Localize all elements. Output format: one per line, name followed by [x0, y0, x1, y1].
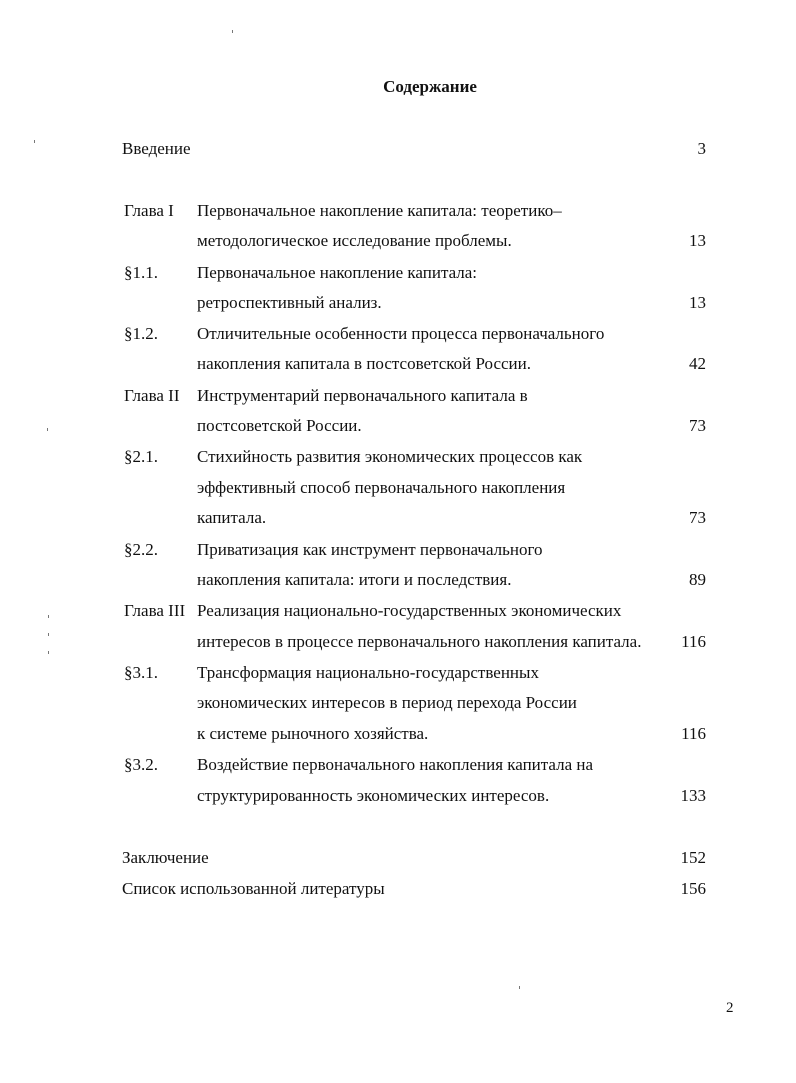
toc-entry-text: экономических интересов в период перехода России: [197, 693, 577, 712]
toc-entry-text: интересов в процессе первоначального накопления капитала.: [197, 632, 642, 651]
toc-entry-text: накопления капитала в постсоветской России.: [197, 354, 531, 373]
toc-entry-text: Приватизация как инструмент первоначального: [197, 540, 543, 559]
toc-entry-label: §1.2.: [124, 324, 158, 343]
toc-entry-page: 42: [689, 354, 706, 373]
toc-entry-page: 3: [697, 139, 706, 158]
toc-entry-text: Реализация национально-государственных экономических: [197, 601, 622, 620]
toc-entry-text: методологическое исследование проблемы.: [197, 231, 512, 250]
scan-speck: [519, 986, 520, 989]
toc-entry-page: 156: [680, 879, 706, 898]
page-number: 2: [726, 1000, 734, 1016]
toc-entry-page: 73: [689, 508, 706, 527]
toc-entry-label: Глава III: [124, 601, 186, 620]
toc-entry-text: Отличительные особенности процесса первоначального: [197, 324, 605, 343]
toc-entry-text: Введение: [122, 139, 191, 158]
toc-entry-page: 13: [689, 231, 706, 250]
toc-entry-label: §3.1.: [124, 663, 158, 682]
toc-entry-text: Первоначальное накопление капитала:: [197, 263, 478, 282]
toc-entry-text: структурированность экономических интересов.: [197, 786, 550, 805]
toc-entry-text: ретроспективный анализ.: [197, 293, 382, 312]
toc-entry-label: §1.1.: [124, 263, 158, 282]
toc-entry-label: §3.2.: [124, 755, 158, 774]
scan-speck: [48, 651, 49, 654]
scan-speck: [47, 428, 48, 431]
page-title: Содержание: [383, 77, 477, 96]
scan-speck: [48, 633, 49, 636]
scan-speck: [232, 30, 233, 33]
toc-entry-page: 89: [689, 570, 706, 589]
toc-entry-page: 73: [689, 416, 706, 435]
toc-entry-text: постсоветской России.: [197, 416, 362, 435]
toc-entry-page: 116: [681, 724, 706, 743]
toc-entry-text: к системе рыночного хозяйства.: [197, 724, 429, 743]
toc-entry-text: Заключение: [122, 848, 209, 867]
toc-entry-text: Список использованной литературы: [122, 879, 385, 898]
toc-entry-page: 133: [680, 786, 706, 805]
toc-entry-label: §2.2.: [124, 540, 158, 559]
toc-entry-page: 116: [681, 632, 706, 651]
toc-entry-text: капитала.: [197, 508, 267, 527]
toc-entry-text: Трансформация национально-государственных: [197, 663, 539, 682]
toc-entry-label: Глава I: [124, 201, 174, 220]
toc-entry-page: 152: [680, 848, 706, 867]
toc-entry-page: 13: [689, 293, 706, 312]
scan-speck: [48, 615, 49, 618]
toc-entry-text: Воздействие первоначального накопления капитала на: [197, 755, 594, 774]
toc-entry-label: §2.1.: [124, 447, 158, 466]
toc-entry-text: накопления капитала: итоги и последствия.: [197, 570, 512, 589]
toc-entry-text: Инструментарий первоначального капитала в: [197, 386, 528, 405]
toc-entry-label: Глава II: [124, 386, 180, 405]
toc-entry-text: Стихийность развития экономических процессов как: [197, 447, 583, 466]
scan-speck: [34, 140, 35, 143]
toc-entry-text: Первоначальное накопление капитала: теоретико–: [197, 201, 562, 220]
toc-entry-text: эффективный способ первоначального накопления: [197, 478, 566, 497]
